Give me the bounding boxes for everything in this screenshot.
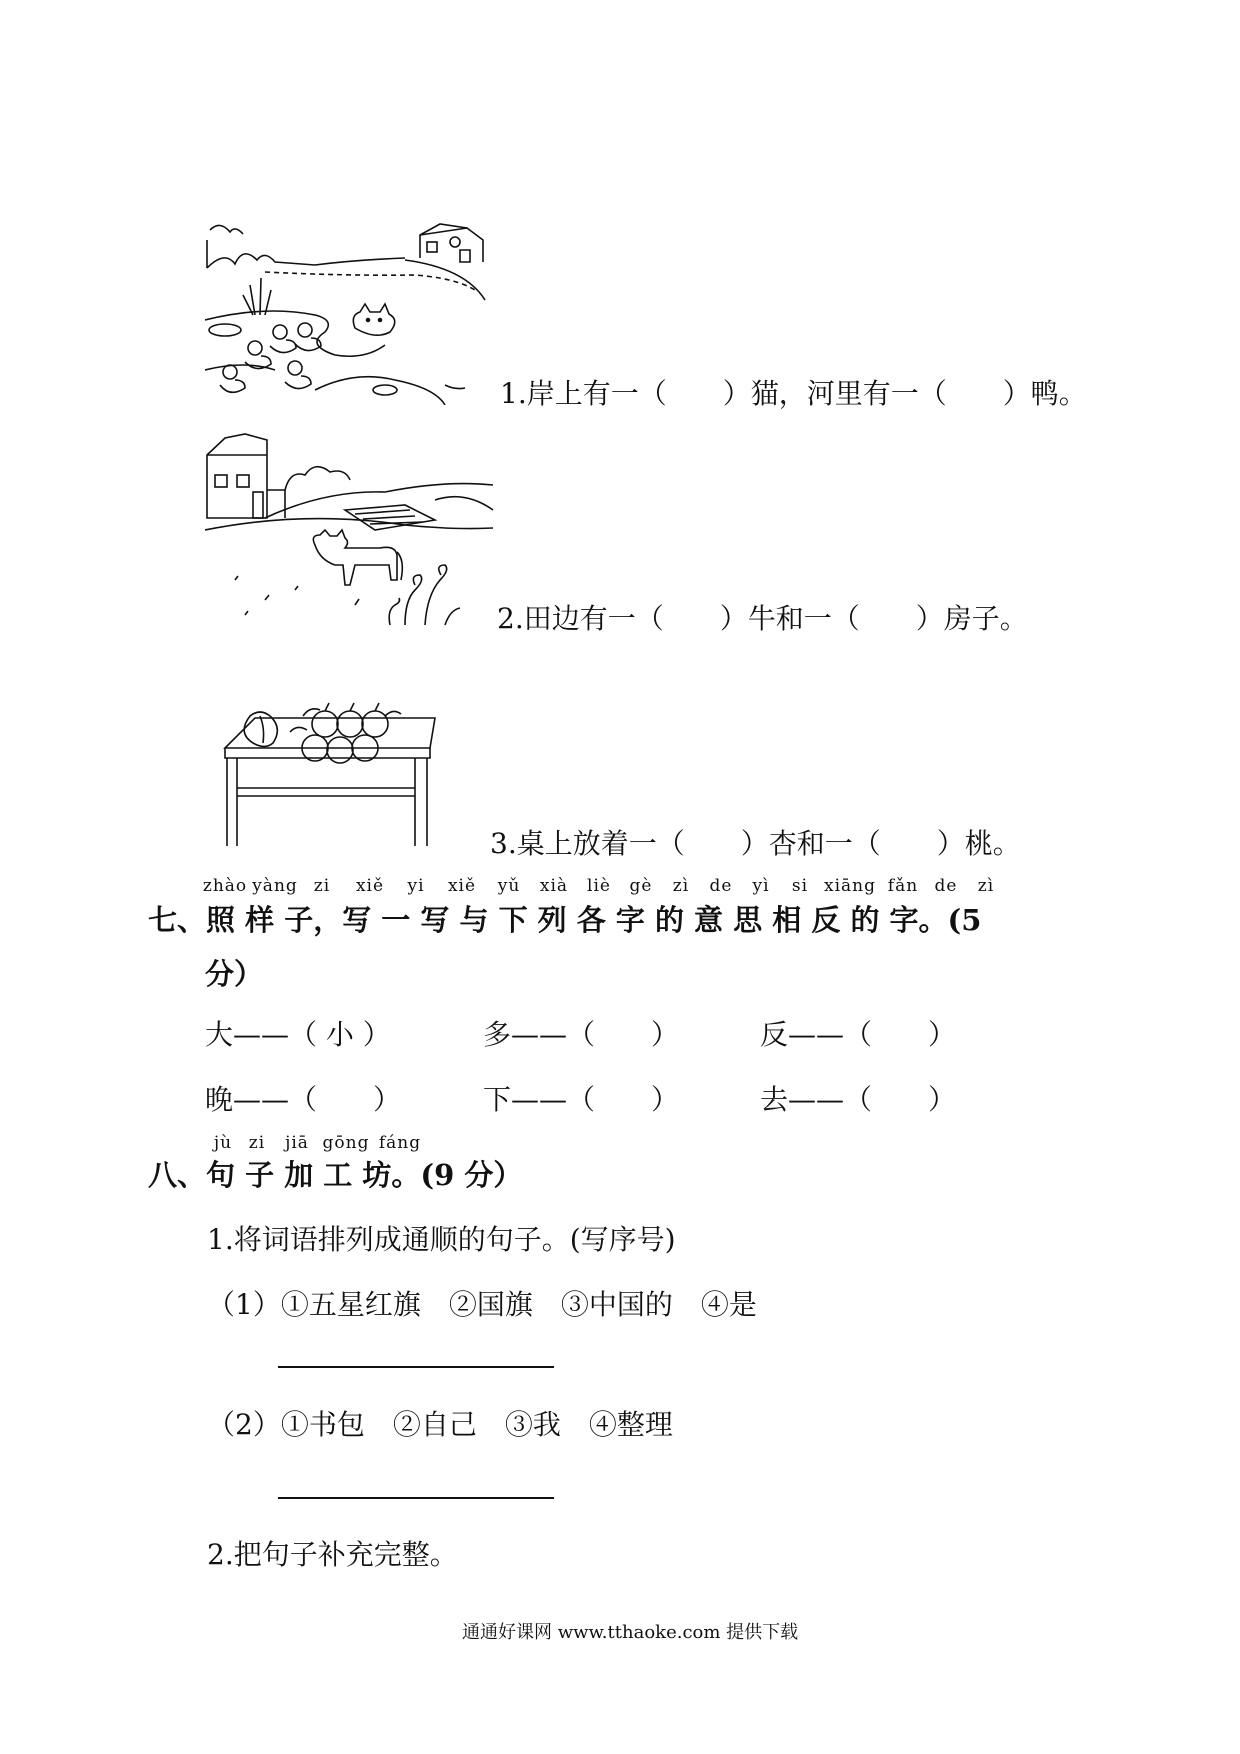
farm-cow-illustration bbox=[205, 430, 495, 630]
pinyin-syllable: xiāng bbox=[824, 876, 876, 896]
question-6-3: 3.桌上放着一（ ）杏和一（ ）桃。 bbox=[490, 827, 1021, 860]
pinyin-syllable: gè bbox=[629, 876, 653, 896]
pinyin-syllable: xià bbox=[539, 876, 569, 896]
pinyin-syllable: zi bbox=[313, 876, 331, 896]
section8-pinyin bbox=[207, 1133, 427, 1153]
section8-subquestion-2: 2.把句子补充完整。 bbox=[207, 1538, 458, 1571]
pinyin-syllable: zi bbox=[248, 1133, 266, 1153]
pinyin-syllable: yǔ bbox=[497, 876, 521, 896]
pinyin-syllable: de bbox=[934, 876, 958, 896]
pinyin-syllable: yì bbox=[752, 876, 770, 896]
pinyin-syllable: zì bbox=[977, 876, 995, 896]
section8-subquestion-1: 1.将词语排列成通顺的句子。(写序号) bbox=[207, 1223, 676, 1256]
pinyin-syllable: yàng bbox=[252, 876, 298, 896]
antonym-pair-4: 晚——（ ） bbox=[205, 1083, 402, 1116]
table-fruit-illustration bbox=[215, 688, 455, 848]
pinyin-syllable: xiě bbox=[355, 876, 385, 896]
pinyin-syllable: xiě bbox=[447, 876, 477, 896]
pinyin-syllable: fǎn bbox=[887, 876, 919, 896]
section8-item-1: （1）①五星红旗 ②国旗 ③中国的 ④是 bbox=[207, 1288, 757, 1321]
antonym-pair-5: 下——（ ） bbox=[483, 1083, 680, 1116]
section8-item-2: （2）①书包 ②自己 ③我 ④整理 bbox=[207, 1408, 673, 1441]
pinyin-syllable: liè bbox=[587, 876, 611, 896]
antonym-pair-3: 反——（ ） bbox=[760, 1018, 957, 1051]
pinyin-syllable: zì bbox=[672, 876, 690, 896]
pinyin-syllable: yi bbox=[407, 876, 425, 896]
page-footer: 通通好课网 www.tthaoke.com 提供下载 bbox=[462, 1622, 799, 1643]
pinyin-syllable: si bbox=[791, 876, 809, 896]
question-6-1: 1.岸上有一（ ）猫，河里有一（ ）鸭。 bbox=[500, 377, 1087, 410]
pinyin-syllable: fáng bbox=[378, 1133, 422, 1153]
answer-line-2[interactable] bbox=[278, 1497, 554, 1499]
pinyin-syllable: jiā bbox=[285, 1133, 309, 1153]
pinyin-syllable: jù bbox=[213, 1133, 233, 1153]
section8-title: 八、句 子 加 工 坊。(9 分） bbox=[148, 1158, 523, 1192]
pinyin-syllable: gōng bbox=[322, 1133, 370, 1153]
section7-title-continued: 分） bbox=[205, 957, 264, 991]
question-6-2: 2.田边有一（ ）牛和一（ ）房子。 bbox=[497, 602, 1028, 635]
section7-pinyin bbox=[200, 876, 1100, 896]
pinyin-syllable: de bbox=[709, 876, 733, 896]
answer-line-1[interactable] bbox=[278, 1366, 554, 1368]
antonym-pair-2: 多——（ ） bbox=[483, 1018, 680, 1051]
antonym-pair-1: 大——（ 小 ） bbox=[205, 1018, 391, 1051]
pinyin-syllable: zhào bbox=[202, 876, 248, 896]
section7-title: 七、照 样 子，写 一 写 与 下 列 各 字 的 意 思 相 反 的 字。(5 bbox=[148, 903, 982, 937]
antonym-pair-6: 去——（ ） bbox=[760, 1083, 957, 1116]
river-scene-illustration bbox=[205, 220, 495, 405]
